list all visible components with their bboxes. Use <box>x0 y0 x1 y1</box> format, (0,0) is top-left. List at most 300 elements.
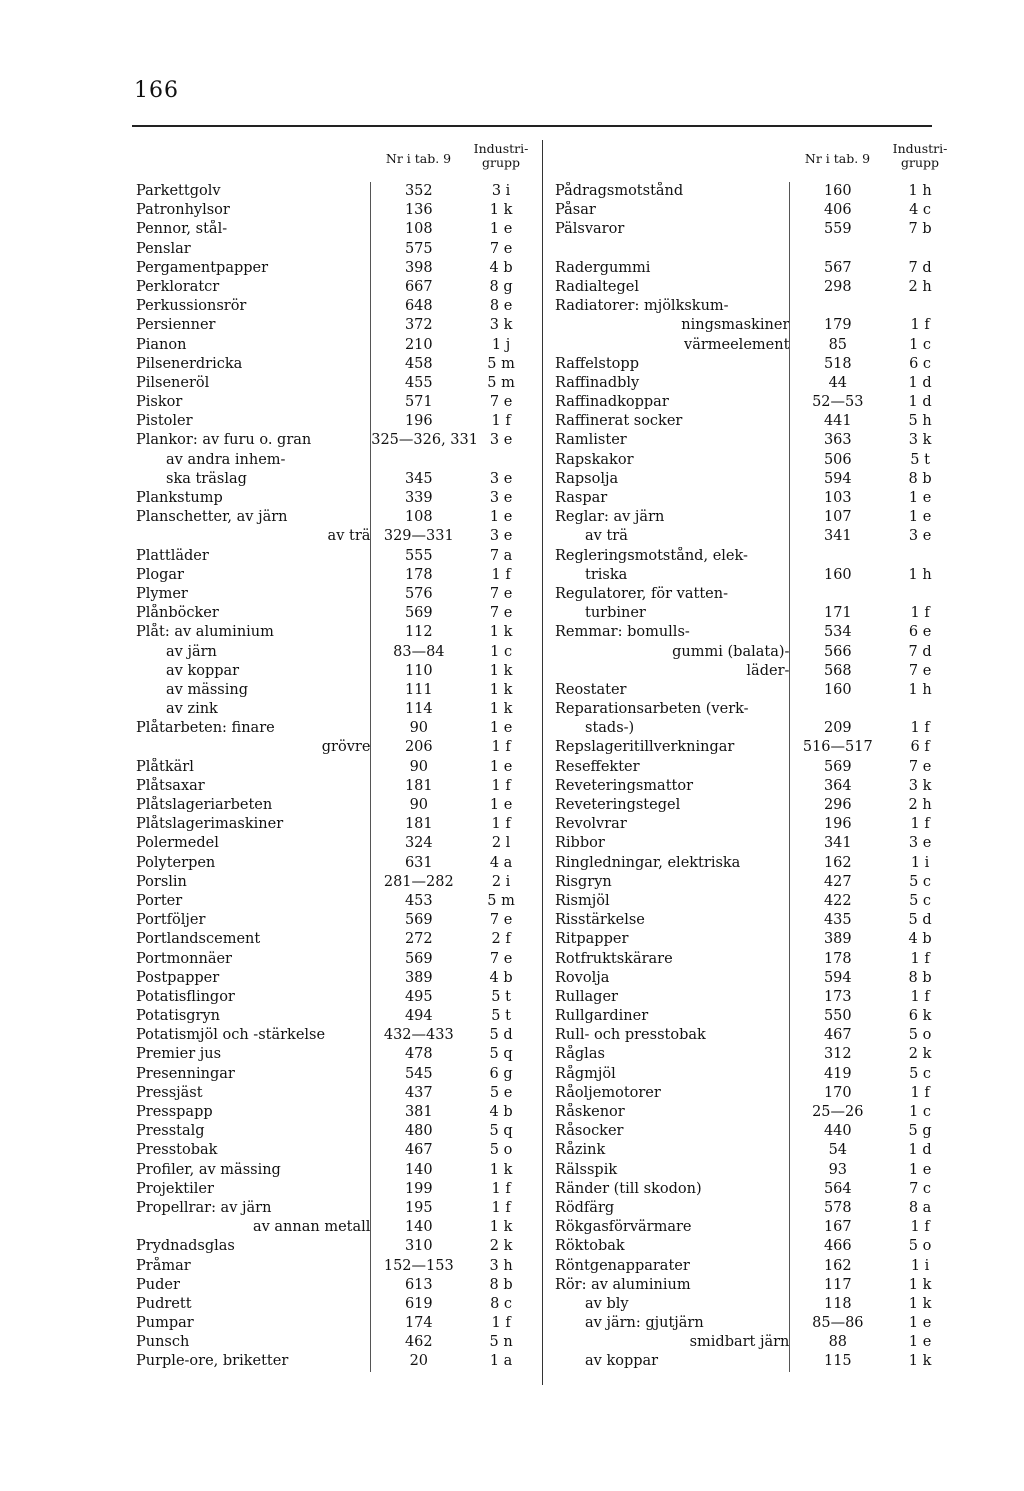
index-row <box>555 355 955 374</box>
entry-group <box>885 700 955 719</box>
entry-nr: 506 <box>823 451 852 468</box>
entry-group: 5 d <box>908 912 932 929</box>
entry-nr: 458 <box>404 355 433 372</box>
index-row <box>555 854 955 873</box>
index-row <box>555 336 955 355</box>
entry-nr: 107 <box>823 509 852 526</box>
entry-group: 1 c <box>909 1104 932 1120</box>
entry-nr: 93 <box>828 1161 848 1178</box>
index-row <box>555 950 955 969</box>
index-row <box>136 451 536 470</box>
entry-nr: 52—53 <box>812 394 864 411</box>
entry-nr: 566 <box>823 643 852 660</box>
entry-name: Presenningar <box>136 1065 371 1084</box>
entry-name: Reostater <box>555 681 790 700</box>
entry-group: 5 m <box>487 374 515 391</box>
index-row <box>136 240 536 259</box>
entry-group: 7 b <box>908 221 932 238</box>
entry-group: 5 d <box>489 1027 513 1044</box>
entry-group: 1 k <box>489 1161 513 1178</box>
entry-name: Röktobak <box>555 1237 790 1256</box>
index-row <box>136 623 536 642</box>
entry-group: 5 c <box>909 1065 932 1082</box>
entry-nr: 613 <box>404 1276 433 1293</box>
index-row <box>555 1084 955 1103</box>
entry-name: Plåtarbeten: finare <box>136 719 371 738</box>
entry-name: Planschetter, av järn <box>136 508 371 527</box>
entry-name: Perkloratcr <box>136 278 371 297</box>
entry-nr: 389 <box>823 931 852 948</box>
entry-name: Rismjöl <box>555 892 790 911</box>
entry-name: ska träslag <box>136 470 371 489</box>
entry-name: Plymer <box>136 585 371 604</box>
entry-nr: 140 <box>404 1219 433 1236</box>
index-row <box>555 873 955 892</box>
entry-group: 5 m <box>487 355 515 372</box>
entry-name: Patronhylsor <box>136 201 371 220</box>
entry-group <box>885 547 955 566</box>
entry-name: Plånböcker <box>136 604 371 623</box>
entry-group: 5 c <box>909 892 932 909</box>
index-row <box>555 834 955 853</box>
entry-name: Repslageritillverkningar <box>555 738 790 757</box>
entry-name: Potatismjöl och -stärkelse <box>136 1026 371 1045</box>
index-row <box>555 489 955 508</box>
entry-group: 1 f <box>491 1199 511 1216</box>
index-row <box>136 1065 536 1084</box>
index-row <box>555 1045 955 1064</box>
top-rule <box>132 125 932 127</box>
entry-nr: 559 <box>823 221 852 238</box>
index-row <box>136 336 536 355</box>
entry-nr: 480 <box>404 1123 433 1140</box>
index-row <box>555 988 955 1007</box>
entry-group: 1 e <box>489 509 513 526</box>
entry-name: Ramlister <box>555 431 790 450</box>
entry-nr: 329—331 <box>383 528 454 545</box>
entry-name: Potatisgryn <box>136 1007 371 1026</box>
entry-nr: 174 <box>404 1315 433 1332</box>
entry-nr: 435 <box>823 912 852 929</box>
entry-nr: 345 <box>404 470 433 487</box>
entry-name: av koppar <box>555 1352 790 1371</box>
entry-group: 1 f <box>491 739 511 756</box>
entry-nr: 90 <box>409 720 429 737</box>
entry-group: 3 e <box>489 432 513 449</box>
entry-name: Purple-ore, briketter <box>136 1352 371 1371</box>
entry-group: 7 e <box>489 240 513 257</box>
entry-name: Reglar: av järn <box>555 508 790 527</box>
entry-nr: 494 <box>404 1008 433 1025</box>
entry-name: Revolvrar <box>555 815 790 834</box>
index-row <box>136 1199 536 1218</box>
entry-nr <box>790 240 885 259</box>
left-index-column <box>136 142 536 1372</box>
index-row <box>555 374 955 393</box>
grupp-header: Industri-grupp <box>473 141 529 170</box>
entry-nr: 111 <box>404 681 433 698</box>
entry-group: 3 e <box>489 528 513 545</box>
entry-nr: 209 <box>823 720 852 737</box>
entry-name: Parkettgolv <box>136 182 371 201</box>
entry-group: 6 f <box>910 739 930 756</box>
index-row <box>136 527 536 546</box>
entry-nr: 619 <box>404 1295 433 1312</box>
entry-group: 1 e <box>908 490 932 506</box>
entry-group: 1 e <box>908 1315 932 1332</box>
entry-group: 1 e <box>489 758 513 775</box>
index-row <box>555 1141 955 1160</box>
entry-group: 1 f <box>491 1315 511 1332</box>
index-row <box>136 834 536 853</box>
entry-group: 6 c <box>909 355 932 372</box>
column-separator <box>542 140 543 1385</box>
entry-group: 8 c <box>490 1295 513 1312</box>
entry-group: 3 k <box>489 317 513 334</box>
entry-nr: 495 <box>404 988 433 1005</box>
entry-nr: 372 <box>404 317 433 334</box>
index-row <box>555 585 955 604</box>
index-row <box>555 969 955 988</box>
index-row <box>136 566 536 585</box>
index-row <box>136 489 536 508</box>
entry-nr: 112 <box>404 624 433 641</box>
entry-name: Ribbor <box>555 834 790 853</box>
index-row <box>136 1218 536 1237</box>
entry-name: Plåtkärl <box>136 758 371 777</box>
index-row <box>136 431 536 450</box>
entry-group: 1 e <box>489 797 513 813</box>
entry-name: Portlandscement <box>136 930 371 949</box>
index-row <box>555 547 955 566</box>
entry-name: Pumpar <box>136 1314 371 1333</box>
entry-group: 1 i <box>910 854 930 871</box>
index-row <box>136 662 536 681</box>
entry-nr: 108 <box>404 221 433 238</box>
entry-group: 1 d <box>908 1142 932 1159</box>
index-row <box>136 796 536 815</box>
entry-group: 8 e <box>489 298 513 315</box>
entry-group: 7 e <box>908 662 932 679</box>
index-row <box>555 1180 955 1199</box>
entry-group: 1 e <box>908 1334 932 1351</box>
entry-group: 8 b <box>489 1276 513 1293</box>
entry-nr: 455 <box>404 374 433 391</box>
entry-name: Prydnadsglas <box>136 1237 371 1256</box>
entry-nr: 85 <box>828 336 848 353</box>
entry-nr: 422 <box>823 892 852 909</box>
entry-group: 8 b <box>908 470 932 487</box>
index-row <box>555 700 955 719</box>
entry-group: 1 d <box>908 374 932 391</box>
entry-group: 1 k <box>489 624 513 641</box>
entry-nr: 178 <box>404 566 433 583</box>
entry-nr <box>790 585 885 604</box>
entry-name: Reseffekter <box>555 758 790 777</box>
entry-group: 1 h <box>908 566 932 583</box>
index-row <box>136 547 536 566</box>
index-row <box>136 873 536 892</box>
index-row <box>555 1295 955 1314</box>
index-row <box>555 201 955 220</box>
entry-nr: 569 <box>404 605 433 622</box>
entry-nr: 398 <box>404 259 433 276</box>
entry-name: Pälsvaror <box>555 220 790 239</box>
entry-name: värmeelement <box>555 336 790 355</box>
entry-group: 3 k <box>908 777 932 794</box>
entry-name: av mässing <box>136 681 371 700</box>
entry-nr: 594 <box>823 969 852 986</box>
entry-nr: 298 <box>823 278 852 295</box>
entry-group: 1 k <box>489 681 513 698</box>
entry-name: Pianon <box>136 336 371 355</box>
entry-name: Porter <box>136 892 371 911</box>
index-row <box>136 758 536 777</box>
entry-nr: 363 <box>823 432 852 449</box>
entry-name: Påsar <box>555 201 790 220</box>
entry-nr: 594 <box>823 470 852 487</box>
entry-name: Piskor <box>136 393 371 412</box>
entry-nr: 462 <box>404 1334 433 1351</box>
entry-name: Ringledningar, elektriska <box>555 854 790 873</box>
entry-nr: 381 <box>404 1104 433 1120</box>
entry-name: Pennor, stål- <box>136 220 371 239</box>
entry-group: 6 k <box>908 1008 932 1025</box>
entry-name: Rapskakor <box>555 451 790 470</box>
entry-name: Råskenor <box>555 1103 790 1122</box>
entry-group: 8 g <box>489 278 513 295</box>
index-row <box>136 182 536 201</box>
index-row <box>555 1333 955 1352</box>
entry-group: 1 i <box>910 1257 930 1274</box>
entry-name: ningsmaskiner <box>555 316 790 335</box>
entry-group: 1 h <box>908 183 932 199</box>
right-index-column <box>555 142 955 1372</box>
entry-nr: 516—517 <box>802 739 873 756</box>
entry-nr: 196 <box>404 413 433 430</box>
entry-group: 2 k <box>908 1046 932 1063</box>
index-row <box>555 1103 955 1122</box>
entry-name: Plattläder <box>136 547 371 566</box>
index-row <box>136 412 536 431</box>
entry-group: 6 e <box>908 624 932 641</box>
entry-group: 5 n <box>489 1334 513 1351</box>
entry-nr: 103 <box>823 490 852 506</box>
entry-name: Ritpapper <box>555 930 790 949</box>
entry-nr: 170 <box>823 1084 852 1101</box>
entry-name: Penslar <box>136 240 371 259</box>
entry-group: 1 k <box>489 1219 513 1236</box>
entry-name: läder- <box>555 662 790 681</box>
entry-group: 7 e <box>489 585 513 602</box>
left-rows <box>136 182 536 1372</box>
entry-nr: 160 <box>823 183 852 199</box>
entry-group: 7 e <box>489 394 513 411</box>
index-row <box>555 1218 955 1237</box>
entry-group: 1 k <box>908 1295 932 1312</box>
entry-name: gummi (balata)- <box>555 643 790 662</box>
entry-nr: 90 <box>409 758 429 775</box>
index-row <box>136 1103 536 1122</box>
entry-name: stads-) <box>555 719 790 738</box>
entry-group: 3 i <box>491 183 511 199</box>
index-row <box>136 643 536 662</box>
entry-group: 3 k <box>908 432 932 449</box>
index-row <box>555 1065 955 1084</box>
entry-nr: 25—26 <box>812 1104 864 1120</box>
entry-name: Rör: av aluminium <box>555 1276 790 1295</box>
entry-name: Råsocker <box>555 1122 790 1141</box>
entry-name: Pådragsmotstånd <box>555 182 790 201</box>
nr-header: Nr i tab. 9 <box>804 151 871 166</box>
entry-name: av bly <box>555 1295 790 1314</box>
index-row <box>555 278 955 297</box>
index-row <box>136 719 536 738</box>
index-row <box>136 1333 536 1352</box>
entry-name: Premier jus <box>136 1045 371 1064</box>
page-number: 166 <box>134 78 179 103</box>
entry-nr: 325—326, 331 <box>371 432 478 449</box>
index-row <box>555 451 955 470</box>
entry-group: 1 f <box>491 413 511 430</box>
entry-nr <box>790 547 885 566</box>
entry-nr <box>371 451 466 470</box>
entry-nr: 110 <box>404 662 433 679</box>
entry-nr: 453 <box>404 892 433 909</box>
entry-nr: 83—84 <box>393 643 445 660</box>
entry-name: Puder <box>136 1276 371 1295</box>
entry-name: Pråmar <box>136 1257 371 1276</box>
left-header <box>136 142 536 182</box>
entry-name: Reparationsarbeten (verk- <box>555 700 790 719</box>
entry-nr: 88 <box>828 1334 848 1351</box>
index-row <box>555 182 955 201</box>
entry-name: Ränder (till skodon) <box>555 1180 790 1199</box>
entry-name: Plåt: av aluminium <box>136 623 371 642</box>
entry-group: 5 t <box>491 1008 511 1025</box>
entry-nr: 648 <box>404 298 433 315</box>
index-row <box>136 1295 536 1314</box>
entry-nr: 160 <box>823 681 852 698</box>
entry-nr: 162 <box>823 854 852 871</box>
entry-name: Rotfruktskärare <box>555 950 790 969</box>
entry-name: smidbart järn <box>555 1333 790 1352</box>
entry-nr: 466 <box>823 1238 852 1255</box>
entry-group: 8 b <box>908 969 932 986</box>
entry-nr: 90 <box>409 797 429 813</box>
entry-nr: 108 <box>404 509 433 526</box>
entry-nr: 576 <box>404 585 433 602</box>
entry-group: 1 k <box>908 1276 932 1293</box>
index-row <box>555 1352 955 1371</box>
entry-name <box>555 240 790 259</box>
entry-nr: 578 <box>823 1199 852 1216</box>
index-row <box>136 470 536 489</box>
entry-nr: 195 <box>404 1199 433 1216</box>
entry-nr <box>790 700 885 719</box>
entry-nr: 555 <box>404 547 433 564</box>
entry-group: 4 b <box>489 259 513 276</box>
entry-nr: 419 <box>823 1065 852 1082</box>
entry-nr: 564 <box>823 1180 852 1197</box>
entry-nr: 440 <box>823 1123 852 1140</box>
entry-group <box>885 585 955 604</box>
entry-group: 5 o <box>908 1027 932 1044</box>
entry-group: 1 f <box>910 317 930 334</box>
entry-group: 7 e <box>489 605 513 622</box>
entry-group: 1 e <box>908 509 932 526</box>
entry-group: 7 c <box>909 1180 932 1197</box>
index-row <box>136 1026 536 1045</box>
entry-nr: 171 <box>823 605 852 622</box>
entry-name: Plåtslageriarbeten <box>136 796 371 815</box>
entry-name: Rapsolja <box>555 470 790 489</box>
entry-name: Röntgenapparater <box>555 1257 790 1276</box>
index-row <box>555 1276 955 1295</box>
index-row <box>555 566 955 585</box>
entry-group: 1 f <box>910 950 930 967</box>
index-row <box>136 374 536 393</box>
index-row <box>555 1161 955 1180</box>
index-row <box>136 1276 536 1295</box>
index-row <box>555 1237 955 1256</box>
entry-name: Pistoler <box>136 412 371 431</box>
entry-name: Presstalg <box>136 1122 371 1141</box>
index-row <box>555 681 955 700</box>
entry-group: 2 h <box>908 797 932 813</box>
entry-group <box>466 451 536 470</box>
entry-nr: 181 <box>404 777 433 794</box>
entry-nr: 550 <box>823 1008 852 1025</box>
entry-name: Postpapper <box>136 969 371 988</box>
entry-group: 5 o <box>908 1238 932 1255</box>
entry-nr: 575 <box>404 240 433 257</box>
entry-name: Profiler, av mässing <box>136 1161 371 1180</box>
entry-group <box>885 240 955 259</box>
entry-name: Regulatorer, för vatten- <box>555 585 790 604</box>
index-row <box>555 796 955 815</box>
index-row <box>555 1257 955 1276</box>
entry-name: Råzink <box>555 1141 790 1160</box>
entry-nr: 44 <box>828 374 848 391</box>
entry-group: 2 k <box>489 1238 513 1255</box>
entry-nr: 441 <box>823 413 852 430</box>
index-row <box>136 777 536 796</box>
entry-name: Raffinerat socker <box>555 412 790 431</box>
entry-nr: 312 <box>823 1046 852 1063</box>
entry-name: Presstobak <box>136 1141 371 1160</box>
index-row <box>555 911 955 930</box>
entry-name: Propellrar: av järn <box>136 1199 371 1218</box>
entry-nr: 518 <box>823 355 852 372</box>
entry-group: 3 e <box>489 470 513 487</box>
entry-group: 2 i <box>491 873 511 890</box>
index-row <box>555 815 955 834</box>
index-row <box>136 1007 536 1026</box>
entry-name: Pergamentpapper <box>136 259 371 278</box>
entry-group: 5 t <box>910 451 930 468</box>
entry-group: 1 k <box>489 701 513 718</box>
entry-group: 7 a <box>489 547 513 564</box>
entry-nr: 406 <box>823 202 852 219</box>
index-row <box>136 1180 536 1199</box>
index-row <box>136 201 536 220</box>
entry-nr: 140 <box>404 1161 433 1178</box>
index-row <box>136 585 536 604</box>
entry-group: 4 b <box>489 969 513 986</box>
index-row <box>555 643 955 662</box>
entry-name: Rovolja <box>555 969 790 988</box>
